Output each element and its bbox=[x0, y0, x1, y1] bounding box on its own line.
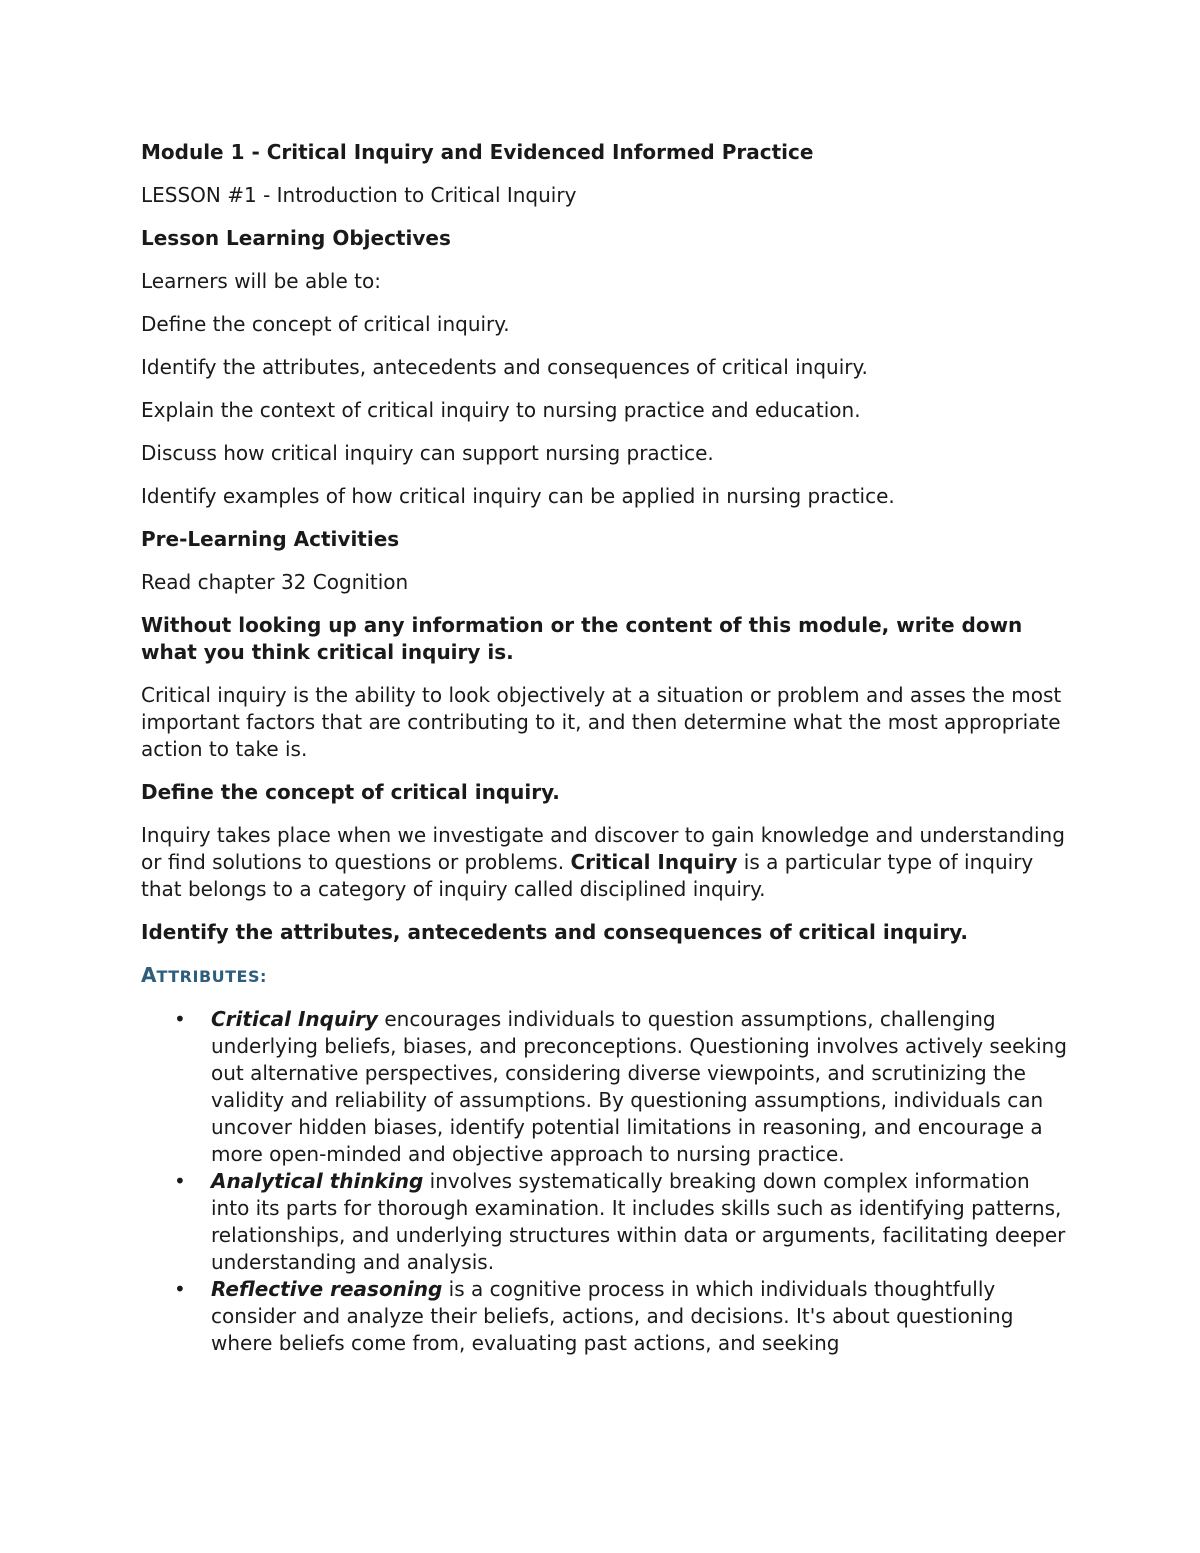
document-page bbox=[141, 139, 1071, 1357]
list-item bbox=[141, 1006, 1071, 1168]
attribute-term: Reflective reasoning bbox=[211, 1277, 443, 1301]
objectives-intro: Learners will be able to: bbox=[141, 269, 381, 293]
objective-item: Define the concept of critical inquiry. bbox=[141, 312, 510, 336]
lesson-title: LESSON #1 - Introduction to Critical Inquiry bbox=[141, 183, 577, 207]
answer-paragraph: Critical inquiry is the ability to look objectively at a situation or problem and asses the most important factors that are contributing to it, and then determine what the most appropriate action to take is. bbox=[141, 683, 1062, 761]
reading-assignment: Read chapter 32 Cognition bbox=[141, 570, 409, 594]
objectives-heading: Lesson Learning Objectives bbox=[141, 226, 451, 250]
module-title: Module 1 - Critical Inquiry and Evidenced Informed Practice bbox=[141, 140, 814, 164]
define-text-bold: Critical Inquiry bbox=[570, 850, 738, 874]
bullet-icon: • bbox=[174, 1169, 186, 1193]
attributes-heading bbox=[141, 962, 1071, 990]
bullet-icon: • bbox=[174, 1007, 186, 1031]
pre-learning-heading: Pre-Learning Activities bbox=[141, 527, 400, 551]
attribute-term: Analytical thinking bbox=[211, 1169, 424, 1193]
attribute-text: encourages individuals to question assumptions, challenging underlying beliefs, biases, and preconceptions. Questioning involves actively seeking out alternative perspectives, considering diverse viewpoints, and scrutinizing the validity and reliability of assumptions. By questioning assumptions, individuals can uncover hidden biases, identify potential limitations in reasoning, and encourage a more open-minded and objective approach to nursing practice. bbox=[211, 1007, 1067, 1166]
attributes-list bbox=[141, 1006, 1071, 1357]
objective-item: Identify examples of how critical inquiry can be applied in nursing practice. bbox=[141, 484, 895, 508]
objective-item: Explain the context of critical inquiry to nursing practice and education. bbox=[141, 398, 861, 422]
attributes-heading-initial: A bbox=[141, 963, 157, 987]
attribute-term: Critical Inquiry bbox=[211, 1007, 378, 1031]
identify-heading: Identify the attributes, antecedents and consequences of critical inquiry. bbox=[141, 920, 969, 944]
define-heading: Define the concept of critical inquiry. bbox=[141, 780, 560, 804]
objective-item: Identify the attributes, antecedents and consequences of critical inquiry. bbox=[141, 355, 868, 379]
attributes-heading-rest: TTRIBUTES: bbox=[156, 967, 267, 986]
attribute-text: involves systematically breaking down complex information into its parts for thorough examination. It includes skills such as identifying patterns, relationships, and underlying structures within data or arguments, facilitating deeper understanding and analysis. bbox=[211, 1169, 1066, 1274]
objective-item: Discuss how critical inquiry can support nursing practice. bbox=[141, 441, 714, 465]
question-prompt: Without looking up any information or the content of this module, write down what you think critical inquiry is. bbox=[141, 613, 1023, 664]
list-item bbox=[141, 1276, 1071, 1357]
list-item bbox=[141, 1168, 1071, 1276]
define-text-part1: Inquiry takes place when we investigate and discover to gain knowledge and understanding or find solutions to questions or problems. bbox=[141, 823, 1065, 874]
define-text-part2: is a particular type of inquiry that belongs to a category of inquiry called disciplined inquiry. bbox=[141, 850, 1034, 901]
attribute-text: is a cognitive process in which individuals thoughtfully consider and analyze their beliefs, actions, and decisions. It's about questioning where beliefs come from, evaluating past actions, and seeking bbox=[211, 1277, 1014, 1355]
define-paragraph bbox=[141, 822, 1071, 903]
bullet-icon: • bbox=[174, 1277, 186, 1301]
